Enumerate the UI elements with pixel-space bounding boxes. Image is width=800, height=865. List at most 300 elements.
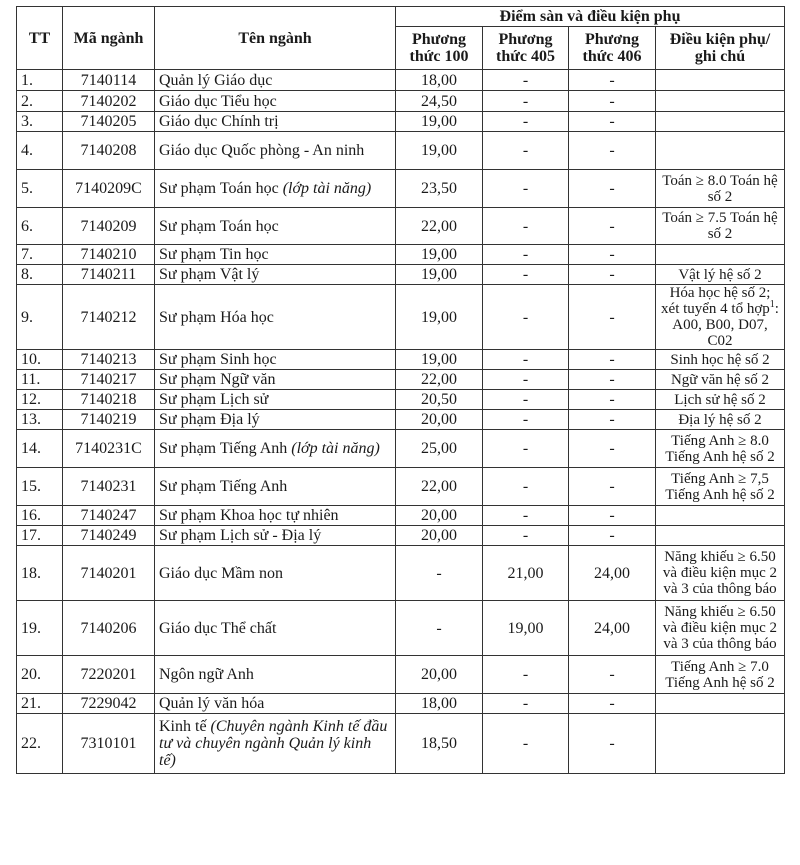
score-method-405	[483, 170, 569, 208]
condition-note-text: Lịch sử hệ số 2	[674, 391, 766, 408]
row-index-text: 22.	[21, 735, 41, 752]
table-row	[17, 506, 785, 526]
row-index-text: 19.	[21, 619, 41, 637]
score-405-text: -	[522, 92, 529, 110]
score-406-text: -	[609, 180, 615, 197]
row-index-text: 10.	[21, 351, 41, 368]
table-row	[17, 132, 785, 170]
major-name-italic: (Chuyên ngành Kinh tế đầu tư và chuyên ngành Quản lý kinh tế)	[159, 718, 388, 769]
row-index-text: 8.	[21, 266, 33, 283]
score-100-text: 18,50	[421, 735, 457, 752]
score-405-text: -	[522, 113, 529, 130]
row-index-text: 14.	[21, 440, 41, 457]
condition-note-text: Toán ≥ 7.5 Toán hệ số 2	[662, 210, 778, 242]
row-index-text: 3.	[21, 113, 33, 130]
major-name-text: Sư phạm Tiếng Anh	[159, 440, 292, 457]
major-code-text: 7140210	[80, 246, 137, 263]
header-method-406: Phương thức 406	[569, 27, 656, 70]
major-code	[63, 170, 155, 208]
condition-note-text: Tiếng Anh ≥ 8.0 Tiếng Anh hệ số 2	[665, 432, 775, 465]
row-index	[17, 350, 63, 370]
major-name	[155, 656, 396, 694]
major-name	[155, 132, 396, 170]
major-code-text: 7140217	[80, 371, 137, 388]
score-406-text: -	[609, 695, 615, 712]
score-method-405	[483, 70, 569, 91]
row-index	[17, 656, 63, 694]
score-405-text: -	[522, 666, 529, 683]
score-method-406	[569, 112, 656, 132]
major-code	[63, 694, 155, 714]
major-name-text: Sư phạm Toán học	[159, 217, 279, 235]
score-406-text: -	[609, 246, 615, 263]
score-100-text: 18,00	[421, 695, 457, 712]
table-row	[17, 714, 785, 774]
major-name-text: Sư phạm Địa lý	[159, 411, 260, 428]
score-method-405	[483, 112, 569, 132]
header-tt: TT	[17, 7, 63, 70]
row-index-text: 17.	[21, 527, 41, 544]
row-index-text: 21.	[21, 695, 41, 712]
table-row	[17, 430, 785, 468]
major-name-text: Ngôn ngữ Anh	[159, 666, 254, 683]
score-method-100	[396, 410, 483, 430]
major-code-text: 7140201	[80, 564, 137, 582]
condition-note	[656, 132, 785, 170]
major-code-text: 7140206	[80, 619, 137, 637]
row-index-text: 5.	[21, 180, 33, 197]
major-name	[155, 370, 396, 390]
score-100-text: 25,00	[421, 440, 457, 457]
admission-score-table	[16, 6, 785, 774]
row-index	[17, 546, 63, 601]
row-index-text: 13.	[21, 411, 41, 428]
major-name	[155, 208, 396, 245]
condition-note	[656, 468, 785, 506]
row-index	[17, 410, 63, 430]
major-name-text: Sư phạm Tiếng Anh	[159, 478, 288, 495]
score-100-text: 19,00	[421, 113, 457, 130]
score-405-text: -	[522, 142, 529, 159]
major-code	[63, 546, 155, 601]
table-row	[17, 656, 785, 694]
row-index-text: 16.	[21, 507, 41, 524]
row-index	[17, 468, 63, 506]
score-method-406	[569, 714, 656, 774]
score-method-406	[569, 694, 656, 714]
major-code	[63, 370, 155, 390]
major-code	[63, 132, 155, 170]
condition-note	[656, 656, 785, 694]
condition-note-text: Toán ≥ 8.0 Toán hệ số 2	[662, 172, 778, 205]
condition-note	[656, 506, 785, 526]
score-method-406	[569, 170, 656, 208]
row-index-text: 9.	[21, 308, 33, 326]
major-name	[155, 546, 396, 601]
condition-note	[656, 208, 785, 245]
score-100-text: 20,00	[421, 666, 457, 683]
score-method-406	[569, 350, 656, 370]
table-row	[17, 410, 785, 430]
row-index	[17, 714, 63, 774]
header-code: Mã ngành	[63, 7, 155, 70]
major-name-text: Sư phạm Ngữ văn	[159, 371, 276, 388]
score-method-406	[569, 132, 656, 170]
table-row	[17, 601, 785, 656]
row-index	[17, 390, 63, 410]
score-405-text: -	[522, 735, 529, 752]
table-row	[17, 694, 785, 714]
score-method-406	[569, 390, 656, 410]
score-405-text: -	[522, 217, 529, 235]
score-405-text: -	[522, 440, 529, 457]
condition-note	[656, 714, 785, 774]
major-name	[155, 506, 396, 526]
score-406-text: -	[609, 371, 615, 388]
score-405-text: -	[522, 478, 529, 495]
major-name-text: Sư phạm Hóa học	[159, 308, 274, 326]
major-name	[155, 526, 396, 546]
major-code-text: 7140114	[80, 71, 137, 89]
condition-note	[656, 526, 785, 546]
score-406-text: -	[609, 217, 615, 235]
table-row	[17, 91, 785, 112]
header-method-405: Phương thức 405	[483, 27, 569, 70]
major-name	[155, 70, 396, 91]
score-405-text: -	[522, 308, 529, 326]
score-method-405	[483, 694, 569, 714]
major-code	[63, 285, 155, 350]
row-index	[17, 208, 63, 245]
condition-note-text: Hóa học hệ số 2; xét tuyển 4 tổ hợp	[661, 285, 771, 317]
condition-note	[656, 70, 785, 91]
score-method-406	[569, 601, 656, 656]
score-method-100	[396, 694, 483, 714]
score-method-406	[569, 285, 656, 350]
score-method-405	[483, 526, 569, 546]
score-method-406	[569, 506, 656, 526]
major-name	[155, 601, 396, 656]
score-100-text: 22,00	[421, 371, 457, 388]
score-method-100	[396, 546, 483, 601]
score-406-text: -	[609, 351, 615, 368]
major-code	[63, 714, 155, 774]
score-406-text: -	[609, 142, 615, 159]
table-row	[17, 390, 785, 410]
score-405-text: -	[522, 527, 529, 544]
major-name-text: Giáo dục Chính trị	[159, 113, 279, 130]
score-method-406	[569, 546, 656, 601]
score-method-406	[569, 526, 656, 546]
row-index-text: 1.	[21, 71, 33, 89]
score-405-text: -	[522, 391, 529, 408]
major-name-text: Quản lý văn hóa	[159, 695, 265, 712]
table-row	[17, 112, 785, 132]
score-406-text: -	[609, 440, 615, 457]
score-405-text: -	[522, 266, 529, 283]
major-code	[63, 526, 155, 546]
score-method-100	[396, 91, 483, 112]
score-100-text: 19,00	[421, 308, 457, 326]
score-method-100	[396, 430, 483, 468]
condition-note	[656, 694, 785, 714]
condition-note-text: Tiếng Anh ≥ 7,5 Tiếng Anh hệ số 2	[665, 470, 775, 503]
row-index-text: 6.	[21, 217, 33, 235]
score-100-text: 22,00	[421, 217, 457, 235]
header-group: Điểm sàn và điều kiện phụ	[396, 7, 785, 27]
score-method-405	[483, 506, 569, 526]
condition-note	[656, 170, 785, 208]
score-method-100	[396, 170, 483, 208]
score-405-text: -	[522, 71, 529, 89]
major-code	[63, 430, 155, 468]
score-100-text: 23,50	[421, 180, 457, 197]
major-code-text: 7140212	[80, 308, 137, 326]
major-code-text: 7310101	[80, 735, 137, 752]
major-code	[63, 245, 155, 265]
major-name-text: Sư phạm Vật lý	[159, 266, 260, 283]
major-code	[63, 506, 155, 526]
row-index	[17, 526, 63, 546]
score-100-text: 18,00	[421, 71, 457, 89]
major-name-text: Sư phạm Lịch sử - Địa lý	[159, 527, 322, 544]
major-code-text: 7140231	[80, 478, 137, 495]
score-method-406	[569, 208, 656, 245]
condition-note-text: Năng khiếu ≥ 6.50 và điều kiện mục 2 và 3 của thông báo	[662, 549, 778, 597]
score-method-100	[396, 714, 483, 774]
admission-score-table-container	[16, 6, 785, 774]
major-code-text: 7140213	[80, 351, 137, 368]
score-406-text: -	[609, 735, 615, 752]
major-name	[155, 265, 396, 285]
major-name-text: Sư phạm Tin học	[159, 246, 269, 263]
row-index-text: 2.	[21, 92, 33, 110]
score-method-405	[483, 546, 569, 601]
condition-note	[656, 350, 785, 370]
score-100-text: 24,50	[421, 92, 457, 110]
major-name-text: Giáo dục Tiểu học	[159, 92, 277, 110]
major-name	[155, 390, 396, 410]
score-method-100	[396, 245, 483, 265]
score-method-406	[569, 265, 656, 285]
score-method-406	[569, 656, 656, 694]
row-index	[17, 430, 63, 468]
major-code-text: 7140209C	[75, 180, 142, 197]
score-method-100	[396, 350, 483, 370]
major-code-text: 7140249	[80, 527, 137, 544]
score-405-text: -	[522, 371, 529, 388]
score-method-100	[396, 370, 483, 390]
score-method-406	[569, 91, 656, 112]
score-method-405	[483, 245, 569, 265]
row-index-text: 7.	[21, 246, 33, 263]
score-method-405	[483, 265, 569, 285]
score-method-406	[569, 430, 656, 468]
score-405-text: -	[522, 411, 529, 428]
major-code-text: 7140205	[80, 113, 137, 130]
condition-note	[656, 245, 785, 265]
score-100-text: 19,00	[421, 246, 457, 263]
major-name	[155, 245, 396, 265]
score-100-text: 19,00	[421, 142, 457, 159]
condition-note	[656, 370, 785, 390]
score-100-text: 19,00	[421, 266, 457, 283]
score-100-text: 20,00	[421, 411, 457, 428]
row-index	[17, 370, 63, 390]
major-code	[63, 656, 155, 694]
row-index-text: 12.	[21, 391, 41, 408]
condition-note-text: Năng khiếu ≥ 6.50 và điều kiện mục 2 và 3 của thông báo	[662, 604, 778, 652]
table-row	[17, 265, 785, 285]
score-method-405	[483, 714, 569, 774]
score-method-100	[396, 132, 483, 170]
row-index	[17, 91, 63, 112]
score-405-text: -	[522, 695, 529, 712]
score-406-text: -	[609, 266, 615, 283]
row-index	[17, 506, 63, 526]
major-name	[155, 468, 396, 506]
score-method-100	[396, 601, 483, 656]
row-index-text: 11.	[21, 371, 41, 388]
major-name-text: Giáo dục Thể chất	[159, 619, 277, 637]
major-name	[155, 285, 396, 350]
row-index	[17, 112, 63, 132]
condition-note-text: Sinh học hệ số 2	[670, 351, 770, 368]
score-method-405	[483, 370, 569, 390]
table-row	[17, 285, 785, 350]
score-method-405	[483, 350, 569, 370]
score-method-405	[483, 410, 569, 430]
score-406-text: -	[609, 113, 615, 130]
major-name-text: Sư phạm Lịch sử	[159, 391, 269, 408]
score-method-405	[483, 132, 569, 170]
header-name: Tên ngành	[155, 7, 396, 70]
major-code	[63, 265, 155, 285]
header-method-100: Phương thức 100	[396, 27, 483, 70]
score-100-text: 20,50	[421, 391, 457, 408]
major-name-text: Quản lý Giáo dục	[159, 71, 273, 89]
score-405-text: 19,00	[507, 619, 544, 637]
row-index	[17, 285, 63, 350]
table-row	[17, 350, 785, 370]
major-code	[63, 208, 155, 245]
score-406-text: -	[609, 391, 615, 408]
condition-note	[656, 285, 785, 350]
major-name-text: Kinh tế	[159, 718, 211, 735]
score-405-text: -	[522, 246, 529, 263]
major-name-text: Sư phạm Sinh học	[159, 351, 277, 368]
major-name	[155, 430, 396, 468]
score-406-text: 24,00	[594, 564, 630, 582]
score-406-text: -	[609, 527, 615, 544]
score-405-text: -	[522, 507, 529, 524]
condition-note	[656, 546, 785, 601]
major-name-italic: (lớp tài năng)	[282, 180, 372, 197]
score-method-100	[396, 526, 483, 546]
score-method-405	[483, 285, 569, 350]
score-method-100	[396, 468, 483, 506]
major-code-text: 7140231C	[75, 440, 142, 457]
major-code	[63, 468, 155, 506]
row-index	[17, 694, 63, 714]
score-406-text: -	[609, 308, 615, 326]
major-code-text: 7140202	[80, 92, 137, 110]
score-method-100	[396, 656, 483, 694]
score-406-text: -	[609, 666, 615, 683]
major-code-text: 7140211	[80, 266, 137, 283]
table-row	[17, 245, 785, 265]
major-name-text: Sư phạm Khoa học tự nhiên	[159, 507, 339, 524]
score-method-100	[396, 208, 483, 245]
major-code	[63, 70, 155, 91]
score-method-405	[483, 601, 569, 656]
condition-note	[656, 601, 785, 656]
condition-note	[656, 430, 785, 468]
score-method-406	[569, 245, 656, 265]
major-code-text: 7229042	[80, 695, 137, 712]
condition-note-text: Tiếng Anh ≥ 7.0 Tiếng Anh hệ số 2	[665, 658, 775, 691]
row-index-text: 18.	[21, 564, 41, 582]
score-method-406	[569, 410, 656, 430]
major-code-text: 7220201	[80, 666, 137, 683]
score-method-405	[483, 468, 569, 506]
score-100-text: -	[436, 619, 442, 637]
score-method-405	[483, 91, 569, 112]
condition-note	[656, 112, 785, 132]
row-index	[17, 170, 63, 208]
score-405-text: 21,00	[507, 564, 544, 582]
table-row	[17, 370, 785, 390]
condition-note	[656, 390, 785, 410]
score-method-100	[396, 70, 483, 91]
table-row	[17, 468, 785, 506]
major-code-text: 7140209	[80, 217, 137, 235]
score-100-text: 20,00	[421, 507, 457, 524]
table-row	[17, 70, 785, 91]
row-index-text: 15.	[21, 478, 41, 495]
condition-note	[656, 410, 785, 430]
major-name	[155, 714, 396, 774]
score-method-100	[396, 506, 483, 526]
row-index-text: 4.	[21, 142, 33, 159]
major-name	[155, 170, 396, 208]
major-code-text: 7140219	[80, 411, 137, 428]
major-name	[155, 410, 396, 430]
score-method-405	[483, 430, 569, 468]
score-406-text: -	[609, 92, 615, 110]
major-code	[63, 91, 155, 112]
score-method-100	[396, 390, 483, 410]
major-code	[63, 390, 155, 410]
row-index	[17, 601, 63, 656]
condition-note	[656, 265, 785, 285]
row-index-text: 20.	[21, 666, 41, 683]
row-index	[17, 70, 63, 91]
score-method-100	[396, 265, 483, 285]
major-code	[63, 350, 155, 370]
major-code-text: 7140218	[80, 391, 137, 408]
score-method-405	[483, 390, 569, 410]
condition-note-text: Địa lý hệ số 2	[678, 411, 762, 428]
condition-note-text: Ngữ văn hệ số 2	[670, 371, 770, 388]
score-100-text: 20,00	[421, 527, 457, 544]
major-name	[155, 350, 396, 370]
score-method-406	[569, 370, 656, 390]
score-100-text: -	[436, 564, 442, 582]
score-406-text: -	[609, 507, 615, 524]
major-name	[155, 694, 396, 714]
score-method-405	[483, 656, 569, 694]
